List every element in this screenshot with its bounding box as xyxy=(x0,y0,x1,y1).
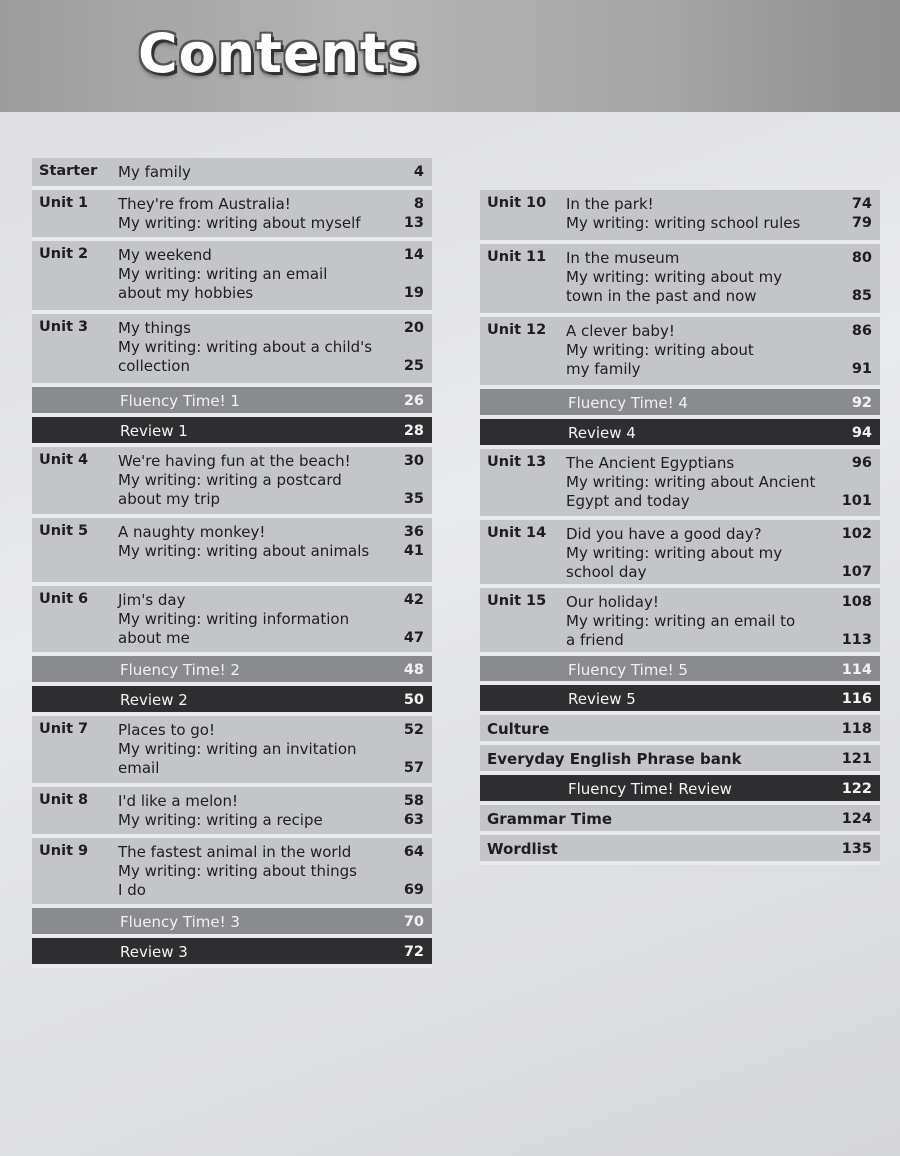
toc-entry-title: My writing: writing a postcard xyxy=(118,471,342,489)
toc-page-number: 26 xyxy=(403,393,424,409)
toc-entry-title: Egypt and today xyxy=(566,492,690,510)
toc-entry-title: Review 5 xyxy=(568,690,636,708)
toc-page-number: 58 xyxy=(403,793,424,809)
toc-page-number: 108 xyxy=(841,594,872,610)
toc-row-plain xyxy=(480,805,880,835)
toc-unit-label: Unit 2 xyxy=(39,246,89,262)
toc-entry-title: My writing: writing an email xyxy=(118,265,328,283)
toc-entry-title: My writing: writing about my xyxy=(566,268,783,286)
toc-page-number: 28 xyxy=(403,423,424,439)
toc-page-numbers xyxy=(384,913,424,932)
toc-page-numbers xyxy=(384,843,424,900)
toc-unit-label: Unit 11 xyxy=(487,249,547,265)
toc-unit-label: Unit 12 xyxy=(487,322,547,338)
toc-entry-titles xyxy=(566,720,844,739)
toc-row-review xyxy=(32,686,432,716)
toc-page-numbers xyxy=(384,691,424,710)
toc-page-numbers xyxy=(384,163,424,182)
toc-page-number: 94 xyxy=(851,425,872,441)
toc-entry-titles xyxy=(120,943,396,962)
toc-entry-titles xyxy=(566,525,844,582)
toc-row-plain xyxy=(480,745,880,775)
toc-entry-title: Review 4 xyxy=(568,424,636,442)
toc-entry-title xyxy=(566,840,844,859)
toc-unit-label: Unit 8 xyxy=(39,792,89,808)
toc-page-number: 124 xyxy=(841,811,872,827)
toc-row-fluency xyxy=(32,908,432,938)
toc-entry-title: The Ancient Egyptians xyxy=(566,454,735,472)
toc-page-numbers xyxy=(384,452,424,509)
toc-entry-title: We're having fun at the beach! xyxy=(118,452,351,470)
toc-row-unit xyxy=(32,787,432,838)
toc-unit-label: Unit 3 xyxy=(39,319,89,335)
toc-page-numbers xyxy=(384,792,424,830)
toc-entry-title: Review 3 xyxy=(120,943,188,961)
toc-entry-titles xyxy=(568,394,844,413)
toc-entry-titles xyxy=(566,454,844,511)
toc-page-number: 101 xyxy=(841,493,872,509)
toc-page-number: 102 xyxy=(841,526,872,542)
toc-entry-title xyxy=(566,720,844,739)
toc-entry-title: They're from Australia! xyxy=(118,195,291,213)
toc-page-number xyxy=(384,471,424,490)
toc-page-number: 122 xyxy=(841,781,872,797)
toc-entry-title: In the park! xyxy=(566,195,654,213)
toc-page-number: 50 xyxy=(403,692,424,708)
toc-entry-title: Fluency Time! 4 xyxy=(568,394,688,412)
toc-entry-title: My writing: writing about Ancient xyxy=(566,473,816,491)
toc-page-numbers xyxy=(384,422,424,441)
toc-page-number: 72 xyxy=(403,944,424,960)
toc-row-unit xyxy=(32,518,432,586)
toc-page-number: 135 xyxy=(841,841,872,857)
toc-page-numbers xyxy=(832,593,872,650)
toc-page-number: 13 xyxy=(403,215,424,231)
toc-page-number: 25 xyxy=(403,358,424,374)
toc-page-numbers xyxy=(384,721,424,778)
toc-entry-titles xyxy=(568,424,844,443)
toc-entry-title: email xyxy=(118,759,160,777)
toc-entry-title: My writing: writing a recipe xyxy=(118,811,323,829)
toc-page-number: 19 xyxy=(403,285,424,301)
toc-entry-titles xyxy=(118,195,396,233)
toc-page-number: 30 xyxy=(403,453,424,469)
toc-row-review xyxy=(32,938,432,968)
toc-row-fluency xyxy=(32,387,432,417)
toc-page-number xyxy=(832,268,872,287)
toc-entry-titles xyxy=(120,392,396,411)
toc-page-numbers xyxy=(832,661,872,680)
toc-page-numbers xyxy=(832,525,872,582)
toc-unit-label: Unit 13 xyxy=(487,454,547,470)
toc-entry-title: I do xyxy=(118,881,146,899)
toc-row-unit xyxy=(32,158,432,190)
toc-row-unit xyxy=(480,520,880,588)
toc-page-number: 36 xyxy=(403,524,424,540)
toc-page-number: 79 xyxy=(851,215,872,231)
toc-page-number xyxy=(832,341,872,360)
toc-entry-title: Places to go! xyxy=(118,721,216,739)
toc-entry-titles xyxy=(118,792,396,830)
toc-page-numbers xyxy=(832,780,872,799)
toc-entry-titles xyxy=(120,661,396,680)
toc-page-number: 96 xyxy=(851,455,872,471)
toc-entry-title: about my hobbies xyxy=(118,284,254,302)
toc-page-number: 42 xyxy=(403,592,424,608)
toc-page-number xyxy=(832,473,872,492)
toc-page-number: 107 xyxy=(841,564,872,580)
toc-page-number: 121 xyxy=(841,751,872,767)
toc-row-unit xyxy=(32,314,432,387)
toc-entry-title: about my trip xyxy=(118,490,221,508)
toc-unit-label: Starter xyxy=(39,163,98,179)
toc-page-number: 80 xyxy=(851,250,872,266)
toc-page-number: 4 xyxy=(413,164,424,180)
toc-entry-title: The fastest animal in the world xyxy=(118,843,352,861)
toc-entry-title: My writing: writing an email to xyxy=(566,612,796,630)
toc-page-number: 63 xyxy=(403,812,424,828)
toc-row-fluency xyxy=(480,656,880,685)
toc-entry-title: A clever baby! xyxy=(566,322,675,340)
toc-page-numbers xyxy=(384,319,424,376)
toc-entry-title: I'd like a melon! xyxy=(118,792,238,810)
toc-row-unit xyxy=(32,190,432,241)
toc-page-number: 8 xyxy=(413,196,424,212)
toc-page-numbers xyxy=(832,840,872,859)
toc-page-number: 69 xyxy=(403,882,424,898)
page-title: Contents xyxy=(138,22,421,85)
toc-page-number xyxy=(384,862,424,881)
toc-entry-title: my family xyxy=(566,360,641,378)
toc-entry-titles xyxy=(118,843,396,900)
toc-unit-label: Unit 9 xyxy=(39,843,89,859)
toc-page-numbers xyxy=(384,943,424,962)
toc-unit-label: Unit 6 xyxy=(39,591,89,607)
toc-entry-titles xyxy=(566,249,844,306)
toc-entry-titles xyxy=(566,195,844,233)
toc-page-numbers xyxy=(832,690,872,709)
toc-entry-title: school day xyxy=(566,563,647,581)
toc-row-unit xyxy=(32,447,432,518)
toc-page-number: 113 xyxy=(841,632,872,648)
toc-page-number xyxy=(384,338,424,357)
toc-page-numbers xyxy=(832,454,872,511)
toc-unit-label: Culture xyxy=(487,720,550,738)
toc-entry-titles xyxy=(120,422,396,441)
toc-entry-title: My writing: writing about myself xyxy=(118,214,361,232)
toc-entry-titles xyxy=(118,591,396,648)
toc-page-numbers xyxy=(832,720,872,739)
toc-entry-title: My weekend xyxy=(118,246,212,264)
toc-entry-title: about me xyxy=(118,629,190,647)
toc-page-numbers xyxy=(384,523,424,561)
toc-entry-titles xyxy=(118,523,396,561)
toc-row-fluency xyxy=(32,656,432,686)
toc-entry-title xyxy=(566,750,844,769)
toc-entry-title: My writing: writing information xyxy=(118,610,350,628)
toc-page-number: 52 xyxy=(403,722,424,738)
toc-entry-title: Fluency Time! 1 xyxy=(120,392,240,410)
toc-row-unit xyxy=(32,716,432,787)
toc-entry-title: Did you have a good day? xyxy=(566,525,762,543)
header-band xyxy=(0,0,900,112)
toc-page-number: 14 xyxy=(403,247,424,263)
toc-entry-titles xyxy=(120,913,396,932)
toc-entry-titles xyxy=(566,322,844,379)
toc-row-review xyxy=(480,775,880,805)
toc-entry-titles xyxy=(118,319,396,376)
toc-entry-title: My writing: writing about a child's xyxy=(118,338,373,356)
toc-page-number: 92 xyxy=(851,395,872,411)
toc-row-fluency xyxy=(480,389,880,419)
toc-entry-title: Fluency Time! 3 xyxy=(120,913,240,931)
toc-row-unit xyxy=(480,190,880,244)
toc-entry-title: My family xyxy=(118,163,191,181)
toc-page-number xyxy=(384,740,424,759)
toc-page-numbers xyxy=(832,394,872,413)
toc-entry-title: Review 2 xyxy=(120,691,188,709)
toc-unit-label: Unit 15 xyxy=(487,593,547,609)
toc-page-numbers xyxy=(832,195,872,233)
toc-page-numbers xyxy=(832,424,872,443)
toc-page-number: 70 xyxy=(403,914,424,930)
contents-column-right xyxy=(480,190,880,865)
toc-entry-title: collection xyxy=(118,357,190,375)
toc-entry-titles xyxy=(118,721,396,778)
toc-page-number: 91 xyxy=(851,361,872,377)
toc-entry-titles xyxy=(118,163,396,182)
toc-unit-label: Unit 7 xyxy=(39,721,89,737)
toc-entry-titles xyxy=(568,780,844,799)
toc-entry-title: town in the past and now xyxy=(566,287,757,305)
toc-row-plain xyxy=(480,835,880,865)
toc-entry-title: My writing: writing about things xyxy=(118,862,357,880)
toc-page-number xyxy=(384,610,424,629)
toc-entry-title: Fluency Time! 5 xyxy=(568,661,688,679)
toc-entry-title: In the museum xyxy=(566,249,680,267)
toc-entry-title: My writing: writing school rules xyxy=(566,214,801,232)
toc-page-number: 118 xyxy=(841,721,872,737)
toc-entry-title: My writing: writing about animals xyxy=(118,542,370,560)
toc-page-numbers xyxy=(384,392,424,411)
toc-unit-label: Everyday English Phrase bank xyxy=(487,750,742,768)
toc-unit-label: Unit 10 xyxy=(487,195,547,211)
toc-page-number: 47 xyxy=(403,630,424,646)
toc-page-numbers xyxy=(832,810,872,829)
toc-entry-title xyxy=(566,810,844,829)
toc-unit-label: Wordlist xyxy=(487,840,558,858)
toc-row-unit xyxy=(480,244,880,317)
toc-unit-label: Unit 1 xyxy=(39,195,89,211)
toc-page-number: 86 xyxy=(851,323,872,339)
toc-entry-titles xyxy=(120,691,396,710)
toc-page-number: 64 xyxy=(403,844,424,860)
toc-page-number: 41 xyxy=(403,543,424,559)
toc-page-number: 114 xyxy=(841,662,872,678)
toc-page-number xyxy=(832,612,872,631)
toc-row-unit xyxy=(32,586,432,656)
toc-page-numbers xyxy=(832,249,872,306)
toc-page-numbers xyxy=(384,591,424,648)
toc-entry-titles xyxy=(568,690,844,709)
toc-row-unit xyxy=(480,588,880,656)
toc-page-number: 35 xyxy=(403,491,424,507)
toc-row-unit xyxy=(480,317,880,389)
toc-entry-title: Fluency Time! Review xyxy=(568,780,732,798)
toc-page-number xyxy=(384,265,424,284)
toc-entry-titles xyxy=(118,452,396,509)
toc-entry-title: Jim's day xyxy=(118,591,186,609)
toc-entry-title: Review 1 xyxy=(120,422,188,440)
contents-column-left xyxy=(32,158,432,968)
toc-row-review xyxy=(32,417,432,447)
toc-page-number: 74 xyxy=(851,196,872,212)
toc-entry-title: A naughty monkey! xyxy=(118,523,266,541)
toc-entry-title: My writing: writing about my xyxy=(566,544,783,562)
toc-entry-titles xyxy=(566,593,844,650)
toc-row-plain xyxy=(480,715,880,745)
toc-entry-title: Fluency Time! 2 xyxy=(120,661,240,679)
toc-row-unit xyxy=(32,241,432,314)
toc-page-number: 57 xyxy=(403,760,424,776)
toc-entry-title: My writing: writing about xyxy=(566,341,754,359)
toc-row-review xyxy=(480,685,880,715)
toc-entry-titles xyxy=(566,750,844,769)
toc-page-number: 48 xyxy=(403,662,424,678)
toc-unit-label: Unit 14 xyxy=(487,525,547,541)
toc-row-unit xyxy=(32,838,432,908)
toc-page-number: 85 xyxy=(851,288,872,304)
toc-entry-title: Our holiday! xyxy=(566,593,659,611)
toc-page-number: 20 xyxy=(403,320,424,336)
toc-unit-label: Unit 5 xyxy=(39,523,89,539)
toc-entry-titles xyxy=(566,810,844,829)
toc-page-numbers xyxy=(384,246,424,303)
toc-entry-title: a friend xyxy=(566,631,624,649)
toc-unit-label: Grammar Time xyxy=(487,810,613,828)
toc-row-review xyxy=(480,419,880,449)
toc-page-numbers xyxy=(832,750,872,769)
toc-entry-titles xyxy=(118,246,396,303)
toc-entry-title: My things xyxy=(118,319,191,337)
toc-entry-title: My writing: writing an invitation xyxy=(118,740,357,758)
toc-entry-titles xyxy=(568,661,844,680)
toc-entry-titles xyxy=(566,840,844,859)
toc-unit-label: Unit 4 xyxy=(39,452,89,468)
toc-page-numbers xyxy=(832,322,872,379)
toc-page-number: 116 xyxy=(841,691,872,707)
toc-page-numbers xyxy=(384,661,424,680)
toc-page-numbers xyxy=(384,195,424,233)
toc-row-unit xyxy=(480,449,880,520)
toc-page-number xyxy=(832,544,872,563)
